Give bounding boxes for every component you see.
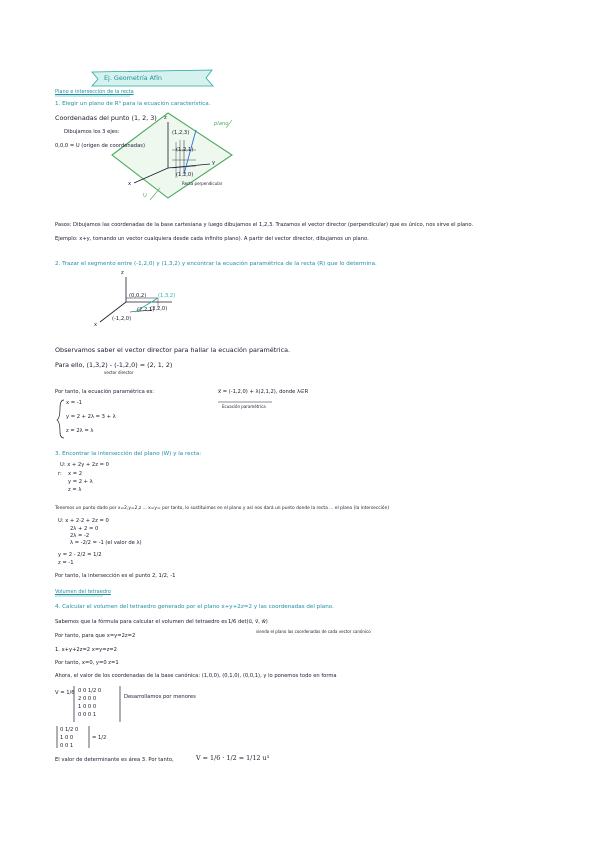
x-label: x bbox=[128, 181, 132, 187]
volume-formula: 1/6 det(u⃗, v⃗, w⃗) bbox=[228, 619, 268, 625]
formula-note: siendo el plano las coordenadas de cada vector canónico bbox=[256, 629, 371, 634]
ahora-line: Ahora, el valor de los coordenadas de la base canónica: (1,0,0), (0,1,0), (0,0,1), y lo ponemos todo en forma bbox=[55, 673, 337, 679]
fig2-p4: (3,2,0) bbox=[150, 306, 168, 312]
matrix-row: 2 0 0 0 bbox=[78, 696, 97, 702]
conclusion: Por tanto, la intersección es el punto 2, 1/2, -1 bbox=[55, 573, 176, 579]
matrix-row: 0 0 0 1 bbox=[78, 712, 97, 718]
vector-line: Para ello, (1,3,2) - (-1,2,0) = (2, 1, 2) bbox=[55, 361, 173, 369]
matrix-note: Desarrollamos por menores bbox=[124, 694, 196, 700]
sabemos-line: Sabemos que la fórmula para calcular el volumen del tetraedro es bbox=[55, 619, 228, 625]
question-4: 4. Calcular el volumen del tetraedro generado por el plano x+y+2z=2 y las coordenadas del plano. bbox=[55, 604, 334, 610]
step-2: 2λ + 2 = 0 bbox=[70, 526, 99, 532]
coords-title: Coordenadas del punto (1, 2, 3) bbox=[55, 114, 157, 122]
final-text: El valor de determinante es área 3. Por tanto, bbox=[55, 757, 174, 763]
param-eq: x⃗ = (-1,2,0) + λ(2,1,2), donde λ∈R bbox=[218, 389, 309, 395]
plane-tick bbox=[150, 188, 160, 200]
r-eq-2: y = 2 + λ bbox=[68, 479, 93, 485]
system-brace bbox=[57, 400, 64, 438]
fig2-x-label: x bbox=[94, 322, 98, 328]
pasos-line-2: Ejemplo: x+y, tomando un vector cualquiera desde cada infinito plano). A partir del vector director, dibujamos un plano. bbox=[55, 236, 369, 242]
axes-hint: Dibujamos los 3 ejes: bbox=[64, 129, 120, 135]
foot-label: (1,2,0) bbox=[176, 172, 194, 178]
question-2: 2. Trazar el segmento entre (-1,2,0) y (1,3,2) y encontrar la ecuación paramétrica de la recta (R) que lo determina. bbox=[55, 261, 377, 267]
step-5: y = 2 - 2/2 = 1/2 bbox=[58, 552, 102, 558]
final-eq: V = 1/6 · 1/2 = 1/12 u³ bbox=[196, 754, 270, 762]
y-label: y bbox=[212, 160, 216, 166]
param-label: Ecuación paramétrica bbox=[222, 404, 266, 409]
point2-label: (1,2,1) bbox=[176, 147, 194, 153]
explain-line: Tenemos un punto dado por x=2,y=2,z ... x=y= por tanto, lo sustituimos en el plano y así nos dará un punto donde la recta ... el plano (la intersección) bbox=[55, 506, 390, 511]
fig2-p5: (2,2,1) bbox=[137, 307, 155, 313]
matrix-row: 0 0 1/2 0 bbox=[78, 688, 102, 694]
step-6: z = -1 bbox=[58, 560, 74, 566]
plane-label: plano bbox=[214, 121, 229, 127]
eq-line-1: 1. x+y+2z=2 x=y=z=2 bbox=[55, 647, 117, 653]
fig2-p3: (-1,2,0) bbox=[112, 316, 132, 322]
det-row: 1 0 0 bbox=[60, 735, 74, 741]
step-1: U: x + 2·2 + 2z = 0 bbox=[58, 518, 109, 524]
section-header-4: Volumen del tetraedro bbox=[55, 589, 111, 595]
system-eq-1: x = -1 bbox=[66, 400, 82, 406]
step-3: 2λ = -2 bbox=[70, 533, 90, 539]
fig2-p2: (1,3,2) bbox=[158, 293, 176, 299]
det-row: 0 1/2 0 bbox=[60, 727, 79, 733]
z-label: z bbox=[164, 115, 167, 121]
r-label: r: bbox=[58, 471, 62, 477]
point-label: (1,2,3) bbox=[172, 130, 190, 136]
det-value: = 1/2 bbox=[92, 735, 107, 741]
matrix-row: 1 0 0 0 bbox=[78, 704, 97, 710]
eq-line-2: Por tanto, x=0, y=0 z=1 bbox=[55, 660, 119, 666]
r-eq-1: x = 2 bbox=[68, 471, 83, 477]
fig2-p1: (0,0,2) bbox=[129, 293, 147, 299]
question-1: 1. Elegir un plano de R³ para la ecuación característica. bbox=[55, 101, 211, 107]
origin-note: 0,0,0 = U (origen de coordenadas) bbox=[55, 143, 146, 149]
section-header: Plano e intersección de la recta bbox=[55, 89, 134, 95]
plane-eq: U: x + 2y + 2z = 0 bbox=[60, 462, 109, 468]
step-4: λ = -2/2 = -1 (el valor de λ) bbox=[70, 540, 142, 546]
system-eq-3: z = 2λ = λ bbox=[66, 428, 94, 434]
vector-note: vector director bbox=[104, 370, 134, 375]
fig2-z-label: z bbox=[121, 270, 124, 276]
question-3: 3. Encontrar la intersección del plano (W) y la recta: bbox=[55, 451, 202, 457]
r-eq-3: z = λ bbox=[68, 487, 82, 493]
obs-line: Observamos saber el vector director para hallar la ecuación paramétrica. bbox=[55, 346, 291, 354]
det-row: 0 0 1 bbox=[60, 743, 74, 749]
v-label: V = 1/6 bbox=[55, 690, 75, 696]
tanto-line: Por tanto, para que x=y=2z=2 bbox=[55, 633, 136, 639]
proj-label: Recta perpendicular bbox=[182, 181, 223, 186]
pasos-line-1: Pasos: Dibujamos las coordenadas de la base cartesiana y luego dibujamos el 1,2,3. Trazamos el vector director (perpendicular) que es único, nos sirve el plano. bbox=[55, 222, 474, 228]
system-eq-2: y = 2 + 2λ = 3 + λ bbox=[66, 414, 116, 420]
u-label: U bbox=[143, 193, 147, 199]
param-line: Por tanto, la ecuación paramétrica es: bbox=[55, 389, 155, 395]
page-title: Ej. Geometría Afín bbox=[104, 74, 162, 82]
